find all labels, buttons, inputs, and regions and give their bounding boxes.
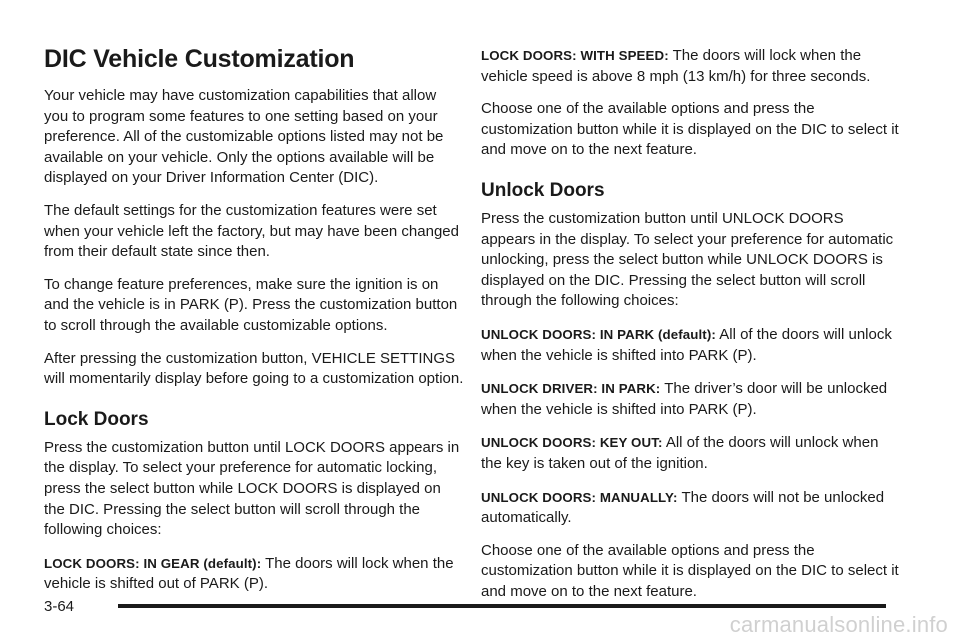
lock-doors-option-1 xyxy=(44,554,464,595)
unlock-doors-body: Press the customization button until UNLOCK DOORS appears in the display. To select your preference for automatic unlocking, press the select button while UNLOCK DOORS is displayed on the DIC. Pressing the select button will scroll through the following choices: xyxy=(481,209,894,310)
option-text: The doors will lock when the vehicle speed is above 8 mph (13 km/h) for three seconds. xyxy=(481,47,871,85)
intro-paragraph-4: After pressing the customization button, VEHICLE SETTINGS will momentarily display before going to a customization option. xyxy=(44,349,464,388)
option-label: LOCK DOORS: IN GEAR (default): xyxy=(44,555,262,571)
page-number: 3-64 xyxy=(44,598,75,615)
intro-paragraph-2: The default settings for the customization features were set when your vehicle left the factory, but may have been changed from their default state since then. xyxy=(44,201,459,261)
lock-doors-closing: Choose one of the available options and press the customization button while it is displayed on the DIC to select it and move on to the next feature. xyxy=(481,100,899,159)
option-label: LOCK DOORS: WITH SPEED: xyxy=(481,48,669,63)
option-label: UNLOCK DOORS: MANUALLY: xyxy=(481,489,678,505)
option-text: All of the doors will unlock when the key is taken out of the ignition. xyxy=(481,434,879,472)
left-column xyxy=(44,0,464,595)
page-title: DIC Vehicle Customization xyxy=(44,45,355,73)
option-label: UNLOCK DOORS: KEY OUT: xyxy=(481,435,663,451)
footer-rule xyxy=(118,604,886,608)
option-text: The doors will lock when the vehicle is shifted out of PARK (P). xyxy=(44,554,454,593)
watermark: carmanualsonline.info xyxy=(729,612,948,637)
right-column xyxy=(481,0,901,602)
option-text: The driver’s door will be unlocked when the vehicle is shifted into PARK (P). xyxy=(481,380,888,418)
unlock-doors-heading: Unlock Doors xyxy=(481,179,605,201)
lock-doors-option-2 xyxy=(481,46,901,87)
intro-paragraph-1: Your vehicle may have customization capabilities that allow you to program some features to one setting based on your preference. All of the customizable options listed may not be available on your vehicle. Only the options available will be displayed on your Driver Information Center (DIC). xyxy=(44,87,444,187)
unlock-doors-option-3 xyxy=(481,433,901,474)
lock-doors-heading: Lock Doors xyxy=(44,408,149,430)
lock-doors-body: Press the customization button until LOCK DOORS appears in the display. To select your preference for automatic locking, press the select button while LOCK DOORS is displayed on the DIC. Pressing the select button will scroll through the following choices: xyxy=(44,438,460,539)
option-label: UNLOCK DOORS: IN PARK (default): xyxy=(481,326,716,342)
unlock-doors-option-1 xyxy=(481,325,901,366)
option-label: UNLOCK DRIVER: IN PARK: xyxy=(481,381,661,397)
option-text: The doors will not be unlocked automatically. xyxy=(481,488,885,527)
unlock-doors-option-4 xyxy=(481,488,901,529)
unlock-doors-option-2 xyxy=(481,379,901,420)
unlock-doors-closing: Choose one of the available options and press the customization button while it is displayed on the DIC to select it and move on to the next feature. xyxy=(481,541,899,600)
option-text: All of the doors will unlock when the vehicle is shifted into PARK (P). xyxy=(481,325,892,364)
intro-paragraph-3: To change feature preferences, make sure the ignition is on and the vehicle is in PARK (P). Press the customization button to scroll through the available customizable options. xyxy=(44,275,458,334)
